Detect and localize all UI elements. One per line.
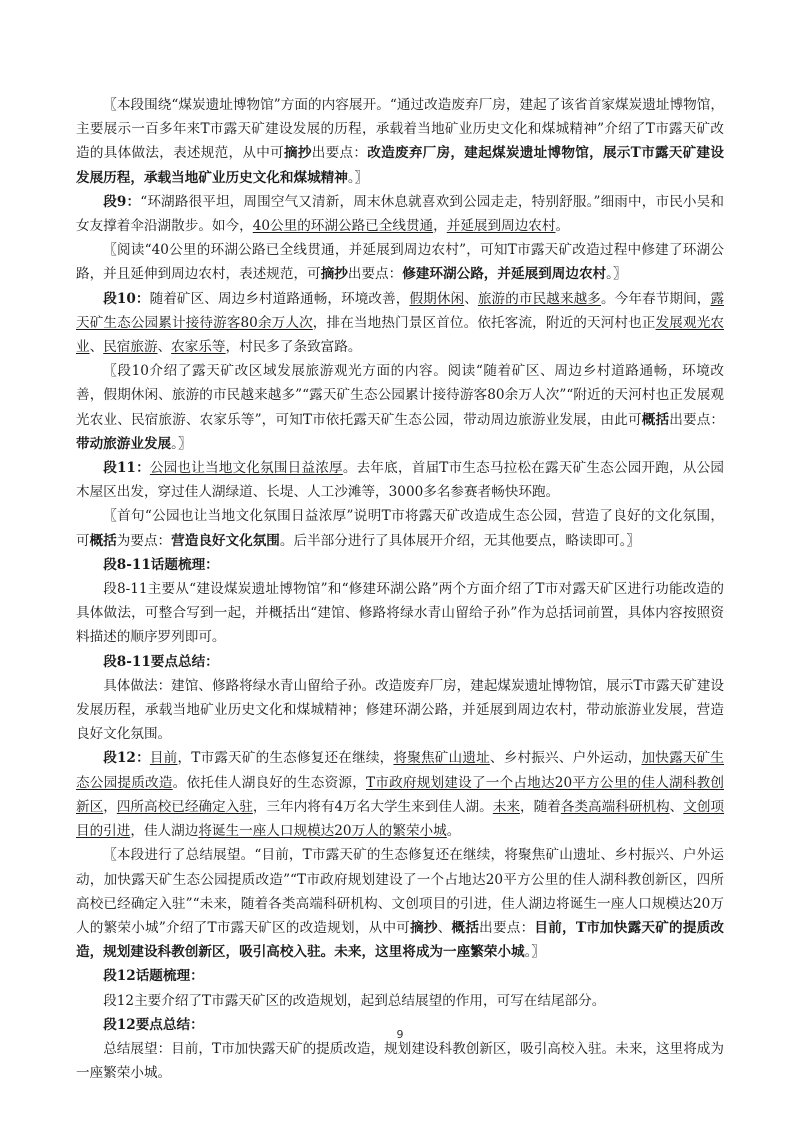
body-paragraph [76,989,724,1013]
text-run: 、 [669,798,684,815]
text-run: 、 [437,919,452,936]
text-run: 出要点： [669,411,725,428]
text-run: 〖本段围绕“煤炭遗址博物馆”方面的内容展开。“通过改造废弃厂房，建起了该省首家煤炭遗址博物馆，主要展示一百多年来T市露天矿建设发展的历程，承载着当地矿业历史文化和煤城精神”介绍了T市露天矿改造的具体做法，表述规范，从中可 [76,97,724,162]
underlined-text: 农家乐等 [171,339,226,356]
text-run: 随着矿区、周边乡村道路通畅，环境改善， [149,290,410,307]
annotation-paragraph [76,504,724,552]
annotation-paragraph [76,238,724,286]
text-run: 。〗 [347,169,369,186]
bold-text: 修建环湖公路，并延展到周边农村 [402,266,607,283]
underlined-text: 发展观光农业 [76,314,725,356]
bold-text: 带动旅游业发展 [76,435,172,452]
text-run: 。今年春节期间， [601,290,711,307]
text-run: 〖阅读“40公里的环湖公路已全线贯通，并延展到周边农村”，可知T市露天矿改造过程中修建了环湖公路，并且延伸到周边农村，表述规范，可 [76,242,724,283]
text-run: 、 [464,290,478,307]
underlined-text: 将诞生一座人口规模达20万人的繁荣小城 [198,823,447,840]
text-run: 段12话题梳理： [103,968,204,985]
bold-text: 概括 [641,411,670,428]
page-number: 9 [396,1028,404,1041]
text-run: 具体做法：建馆、修路将绿水青山留给子孙。改造废弃厂房，建起煤炭遗址博物馆，展示T市露天矿建设发展历程，承载当地矿业历史文化和煤城精神；修建环湖公路，并延展到周边农村，带动旅游业发展，营造良好文化氛围。 [76,677,724,743]
bold-text: 改造废弃厂房，建起煤炭遗址博物馆，展示T市露天矿建设发展历程，承载当地矿业历史文化和煤城精神 [76,145,725,186]
underlined-text: T市政府规划建设了一个占地达20平方公里的佳人湖科教创新区 [76,774,724,815]
body-paragraph [76,674,724,747]
bold-text: 段11： [103,460,150,477]
annotation-paragraph [76,843,724,964]
text-run: 总结展望：目前，T市加快露天矿的提质改造，规划建设科教创新区，吸引高校入驻。未来，这里将成为一座繁荣小城。 [76,1040,724,1082]
underlined-text: 未来 [492,798,520,815]
underlined-text: 文创项目的引进 [76,798,725,840]
annotation-paragraph [76,93,724,190]
bold-text: 摘抄 [284,145,312,162]
text-run: 段12主要介绍了T市露天矿区的改造规划，起到总结展望的作用，可写在结尾部分。 [103,992,606,1009]
text-run: 。后半部分进行了具体展开介绍，无其他要点，略读即可。〗 [279,532,641,549]
section-heading [76,553,724,577]
underlined-text: 假期休闲 [409,290,465,307]
text-run: 段12要点总结： [103,1016,204,1033]
underlined-text: 民宿旅游 [103,339,158,356]
text-run: 为要点： [116,532,172,549]
bold-text: 段10： [103,290,150,307]
text-run: ，村民多了条致富路。 [225,339,362,356]
bold-text: 概括 [89,532,117,549]
underlined-text: 各类高端科研机构 [560,798,670,815]
bold-text: 段9： [103,193,141,210]
text-run: ，随着 [520,798,561,815]
underlined-text: 并延展到周边农村 [446,218,556,235]
text-run: 〖段10介绍了露天矿改区域发展旅游观光方面的内容。阅读“随着矿区、周边乡村道路通畅，环境改善，假期休闲、旅游的市民越来越多”“露天矿生态公园累计接待游客80余万人次”“附近的天河村也正发展观光农业、民宿旅游、农家乐等”，可知T市依托露天矿生态公园，带动周边旅游业发展，由此可 [76,363,724,428]
text-run: 。〗 [606,266,627,283]
underlined-text: 目前 [149,750,178,767]
bold-text: 摘抄 [410,919,438,936]
text-run: ，三年内将有4万名大学生来到佳人湖。 [252,798,493,815]
text-run: 。去年底，首届T市生态马拉松在露天矿生态公园开跑，从公园木屋区出发，穿过佳人湖绿道、长堤、人工沙滩等，3000多名参赛者畅快环跑。 [76,460,724,501]
underlined-text: 四所高校已经确定入驻 [116,798,253,815]
body-paragraph [76,287,724,360]
text-run: 。〗 [171,435,192,452]
body-paragraph [76,577,724,650]
document-body [76,93,724,1085]
text-run: 。 [446,823,461,840]
text-run: 〖首句“公园也让当地文化氛围日益浓厚”说明T市将露天矿改造成生态公园，营造了良好的文化氛围，可 [76,508,724,549]
text-run: 段8-11要点总结： [103,653,219,670]
underlined-text: 旅游的市民越来越多 [477,290,601,307]
body-paragraph [76,1037,724,1085]
body-paragraph [76,456,724,504]
annotation-paragraph [76,359,724,456]
underlined-text: 40公里的环湖公路已全线贯通 [252,218,434,235]
body-paragraph [76,190,724,238]
underlined-text: 加快露天矿生态公园提质改造 [76,750,725,791]
text-run: “环湖路很平坦，周围空气又清新，周末休息就喜欢到公园走走，特别舒服。”细雨中，市民小吴和女友撑着伞沿湖散步。如今， [76,193,724,235]
text-run: 出要点： [479,919,535,936]
underlined-text: 公园也让当地文化氛围日益浓厚 [149,460,343,477]
text-run: 、 [157,339,172,356]
section-heading [76,650,724,674]
body-paragraph [76,746,724,843]
bold-text: 摘抄 [320,266,348,283]
underlined-text: 露天矿生态公园累计接待游客80余万人次 [76,290,725,331]
text-run: ，佳人湖边 [130,823,199,840]
section-heading [76,964,724,988]
text-run: 。〗 [524,944,545,961]
text-run: 。依托佳人湖良好的生态资源， [172,774,366,791]
bold-text: 段12： [103,750,150,767]
bold-text: 目前，T市加快露天矿的提质改造，规划建设科教创新区，吸引高校入驻。未来，这里将成为一座繁荣小城 [76,919,725,961]
text-run: 〖本段进行了总结展望。“目前，T市露天矿的生态修复还在继续，将聚焦矿山遗址、乡村振兴、户外运动，加快露天矿生态公园提质改造”“T市政府规划建设了一个占地达20平方公里的佳人湖科教创新区，四所高校已经确定入驻”“未来，随着各类高端科研机构、文创项目的引进，佳人湖边将诞生一座人口规模达20万人的繁荣小城”介绍了T市露天矿区的改造规划，从中可 [76,847,724,936]
bold-text: 概括 [451,919,480,936]
text-run: 出要点： [311,145,368,162]
text-run: 段8-11主要从“建设煤炭遗址博物馆”和“修建环湖公路”两个方面介绍了T市对露天矿区进行功能改造的具体做法，可整合写到一起，并概括出“建馆、修路将绿水青山留给子孙”作为总括词前置，具体内容按照资料描述的顺序罗列即可。 [76,581,724,646]
underlined-text: 将聚焦矿山遗址 [393,750,490,767]
text-run: ， [433,218,447,235]
text-run: 。 [555,218,570,235]
text-run: 段8-11话题梳理： [103,556,219,573]
bold-text: 营造良好文化氛围 [171,532,280,549]
text-run: 、乡村振兴、户外运动， [489,750,642,767]
text-run: ，排在当地热门景区首位。依托客流，附近的天河村也正 [312,314,656,331]
text-run: ， [103,798,117,815]
text-run: 、 [89,339,104,356]
text-run: ，T市露天矿的生态修复还在继续， [177,750,394,767]
text-run: 出要点： [347,266,403,283]
